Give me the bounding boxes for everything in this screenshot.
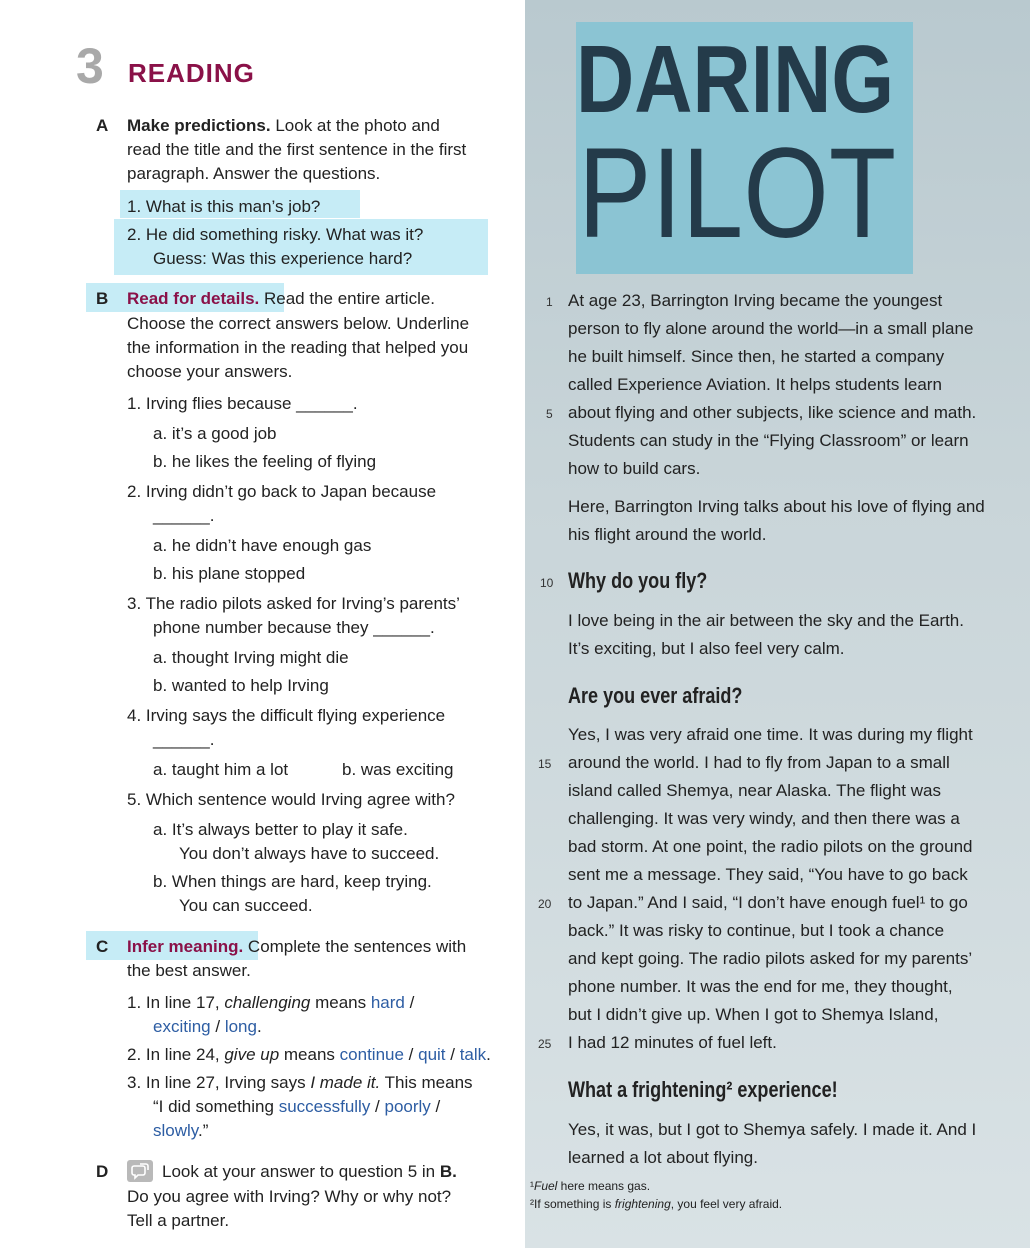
exercise-a-question-2-guess: Guess: Was this experience hard? bbox=[153, 249, 413, 268]
c-q3-pre: 3. In line 27, Irving says bbox=[127, 1073, 311, 1092]
c-q3-option-2[interactable]: poorly bbox=[384, 1097, 431, 1116]
exercise-a-question-1: 1. What is this man’s job? bbox=[127, 197, 321, 216]
article-p1-line3: he built himself. Since then, he started a company bbox=[568, 347, 945, 366]
article-title-line1: DARING bbox=[576, 26, 895, 133]
exercise-a-instruction-line3: paragraph. Answer the questions. bbox=[127, 164, 381, 183]
b-q1-option-b: b. he likes the feeling of flying bbox=[153, 452, 377, 471]
exercise-b-instruction-line3: the information in the reading that helped you bbox=[127, 338, 469, 357]
exercise-a-instruction-line1 bbox=[127, 116, 440, 136]
exercise-a-letter: A bbox=[96, 116, 109, 135]
c-question-1: 1. In line 17, challenging means hard / bbox=[127, 993, 415, 1012]
article-p4-line4: challenging. It was very windy, and then there was a bbox=[568, 809, 960, 828]
article-p2-line2: his flight around the world. bbox=[568, 525, 767, 544]
line-number-15: 15 bbox=[538, 757, 552, 771]
b-question-3-cont: phone number because they ______. bbox=[153, 618, 435, 637]
exercise-d-letter: D bbox=[96, 1162, 109, 1181]
b-q5-option-a-line2: You don’t always have to succeed. bbox=[179, 844, 440, 863]
b-question-5: 5. Which sentence would Irving agree with? bbox=[127, 790, 455, 809]
exercise-c-instruction-line2: the best answer. bbox=[127, 961, 251, 980]
line-number-10: 10 bbox=[540, 576, 554, 590]
b-q3-option-a: a. thought Irving might die bbox=[153, 648, 349, 667]
b-question-1: 1. Irving flies because ______. bbox=[127, 394, 358, 413]
b-q5-option-a-line1: a. It’s always better to play it safe. bbox=[153, 820, 408, 839]
c-q1-term: challenging bbox=[224, 993, 311, 1012]
footnote-2 bbox=[530, 1197, 782, 1211]
footnote-2-pre: ²If something is bbox=[530, 1197, 615, 1211]
c-q2-pre: 2. In line 24, bbox=[127, 1045, 225, 1064]
article-p4-line3: island called Shemya, near Alaska. The flight was bbox=[568, 781, 941, 800]
article-p4-line1: Yes, I was very afraid one time. It was during my flight bbox=[568, 725, 973, 744]
c-q2-option-3[interactable]: talk bbox=[459, 1045, 487, 1064]
exercise-c-label: Infer meaning. bbox=[127, 937, 244, 956]
c-question-2: 2. In line 24, give up means continue / quit / talk. bbox=[127, 1045, 491, 1064]
b-question-4: 4. Irving says the difficult flying experience bbox=[127, 706, 446, 725]
b-question-4-blank: ______. bbox=[153, 730, 215, 749]
article-p4-line7: to Japan.” And I said, “I don’t have enough fuel¹ to go bbox=[568, 893, 968, 912]
article-p4-line6: sent me a message. They said, “You have to go back bbox=[568, 865, 968, 884]
c-question-1-cont: exciting / long. bbox=[153, 1017, 262, 1036]
c-question-3 bbox=[127, 1073, 473, 1093]
exercise-a-instruction-line2: read the title and the first sentence in the first bbox=[127, 140, 467, 159]
c-q2-option-1[interactable]: continue bbox=[339, 1045, 404, 1064]
article-p1-line2: person to fly alone around the world—in a small plane bbox=[568, 319, 974, 338]
footnote-1-mark: ¹ bbox=[530, 1179, 534, 1193]
c-q3-term: I made it. bbox=[310, 1073, 381, 1092]
exercise-b-instruction-line4: choose your answers. bbox=[127, 362, 293, 381]
b-q4-option-a: a. taught him a lot bbox=[153, 760, 289, 779]
exercise-b-instruction-line2: Choose the correct answers below. Underline bbox=[127, 314, 470, 333]
article-p4-line2: around the world. I had to fly from Japan to a small bbox=[568, 753, 950, 772]
section-number: 3 bbox=[76, 38, 104, 94]
b-question-1-text: 1. Irving flies because bbox=[127, 394, 292, 413]
footnote-1 bbox=[530, 1179, 650, 1193]
exercise-d-line1 bbox=[162, 1162, 457, 1182]
line-number-1: 1 bbox=[546, 295, 553, 309]
b-q2-option-a: a. he didn’t have enough gas bbox=[153, 536, 372, 555]
exercise-b-line1-text: Read the entire article. bbox=[259, 289, 436, 308]
article-heading-3: What a frightening² experience! bbox=[568, 1077, 838, 1102]
article-title-line2: PILOT bbox=[578, 122, 897, 265]
b-q4-option-b: b. was exciting bbox=[342, 760, 454, 779]
exercise-a-line1-text: Look at the photo and bbox=[270, 116, 440, 135]
c-q1-option-3[interactable]: long bbox=[224, 1017, 257, 1036]
exercise-c-instruction-line1 bbox=[127, 937, 466, 957]
article-p1-line6: Students can study in the “Flying Classroom” or learn bbox=[568, 431, 969, 450]
article-p1-line4: called Experience Aviation. It helps students learn bbox=[568, 375, 942, 394]
article-p4-line9: and kept going. The radio pilots asked for my parents’ bbox=[568, 949, 973, 968]
exercise-d-line3: Tell a partner. bbox=[127, 1211, 230, 1230]
exercise-b-instruction-line1 bbox=[127, 289, 435, 309]
article-p4-line12: I had 12 minutes of fuel left. bbox=[568, 1033, 777, 1052]
b-question-2: 2. Irving didn’t go back to Japan because bbox=[127, 482, 437, 501]
article-p4-line8: back.” It was risky to continue, but I took a chance bbox=[568, 921, 945, 940]
exercise-c-line1-text: Complete the sentences with bbox=[243, 937, 467, 956]
exercise-c-letter: C bbox=[96, 937, 109, 956]
c-q1-mid: means bbox=[310, 993, 371, 1012]
article-p1-line1: At age 23, Barrington Irving became the youngest bbox=[568, 291, 943, 310]
article-heading-1: Why do you fly? bbox=[568, 568, 708, 593]
b-question-2-blank: ______. bbox=[153, 506, 215, 525]
exercise-a-label: Make predictions. bbox=[127, 116, 271, 135]
article-p4-line11: but I didn’t give up. When I got to Shemya Island, bbox=[568, 1005, 939, 1024]
exercise-d-ref: B. bbox=[439, 1162, 457, 1181]
exercise-d-line1-text: Look at your answer to question 5 in bbox=[162, 1162, 440, 1181]
footnote-2-text: , you feel very afraid. bbox=[670, 1197, 783, 1211]
c-q3-line2: “I did something bbox=[153, 1097, 279, 1116]
b-q5-option-b-line1: b. When things are hard, keep trying. bbox=[153, 872, 432, 891]
c-q2-term: give up bbox=[224, 1045, 280, 1064]
c-q3-option-3[interactable]: slowly bbox=[153, 1121, 199, 1140]
article-p3-line1: I love being in the air between the sky and the Earth. bbox=[568, 611, 964, 630]
c-question-3-cont2: slowly.” bbox=[153, 1121, 209, 1140]
c-q3-mid: This means bbox=[380, 1073, 473, 1092]
c-q1-option-2[interactable]: exciting bbox=[153, 1017, 211, 1036]
c-q1-pre: 1. In line 17, bbox=[127, 993, 225, 1012]
article-p4-line10: phone number. It was the end for me, they thought, bbox=[568, 977, 953, 996]
b-question-3-cont-text: phone number because they bbox=[153, 618, 369, 637]
exercise-d-line2: Do you agree with Irving? Why or why not? bbox=[127, 1187, 452, 1206]
c-q2-mid: means bbox=[279, 1045, 340, 1064]
c-question-3-cont: “I did something successfully / poorly / bbox=[153, 1097, 441, 1116]
article-p1-line7: how to build cars. bbox=[568, 459, 701, 478]
footnote-2-term: frightening bbox=[614, 1197, 671, 1211]
footnote-1-text: here means gas. bbox=[557, 1179, 651, 1193]
b-q1-option-a: a. it’s a good job bbox=[153, 424, 277, 443]
article-heading-2: Are you ever afraid? bbox=[568, 683, 743, 708]
article-p1-line5: about flying and other subjects, like science and math. bbox=[568, 403, 977, 422]
partner-icon bbox=[127, 1160, 153, 1182]
b-q3-option-b: b. wanted to help Irving bbox=[153, 676, 329, 695]
exercise-b-label: Read for details. bbox=[127, 289, 260, 308]
article-p4-line5: bad storm. At one point, the radio pilots on the ground bbox=[568, 837, 973, 856]
line-number-25: 25 bbox=[538, 1037, 552, 1051]
line-number-20: 20 bbox=[538, 897, 552, 911]
section-title: READING bbox=[128, 58, 255, 88]
exercise-a-question-2: 2. He did something risky. What was it? bbox=[127, 225, 424, 244]
c-q3-option-1[interactable]: successfully bbox=[278, 1097, 371, 1116]
article-p3-line2: It’s exciting, but I also feel very calm. bbox=[568, 639, 845, 658]
b-q2-option-b: b. his plane stopped bbox=[153, 564, 306, 583]
b-q5-option-b-line2: You can succeed. bbox=[179, 896, 313, 915]
footnote-1-term: Fuel bbox=[534, 1179, 558, 1193]
exercise-b-letter: B bbox=[96, 289, 109, 308]
article-p5-line2: learned a lot about flying. bbox=[568, 1148, 758, 1167]
article-p2-line1: Here, Barrington Irving talks about his love of flying and bbox=[568, 497, 985, 516]
c-q2-option-2[interactable]: quit bbox=[418, 1045, 446, 1064]
c-q1-option-1[interactable]: hard bbox=[370, 993, 405, 1012]
line-number-5: 5 bbox=[546, 407, 553, 421]
article-p5-line1: Yes, it was, but I got to Shemya safely. I made it. And I bbox=[568, 1120, 977, 1139]
b-question-3: 3. The radio pilots asked for Irving’s parents’ bbox=[127, 594, 460, 613]
